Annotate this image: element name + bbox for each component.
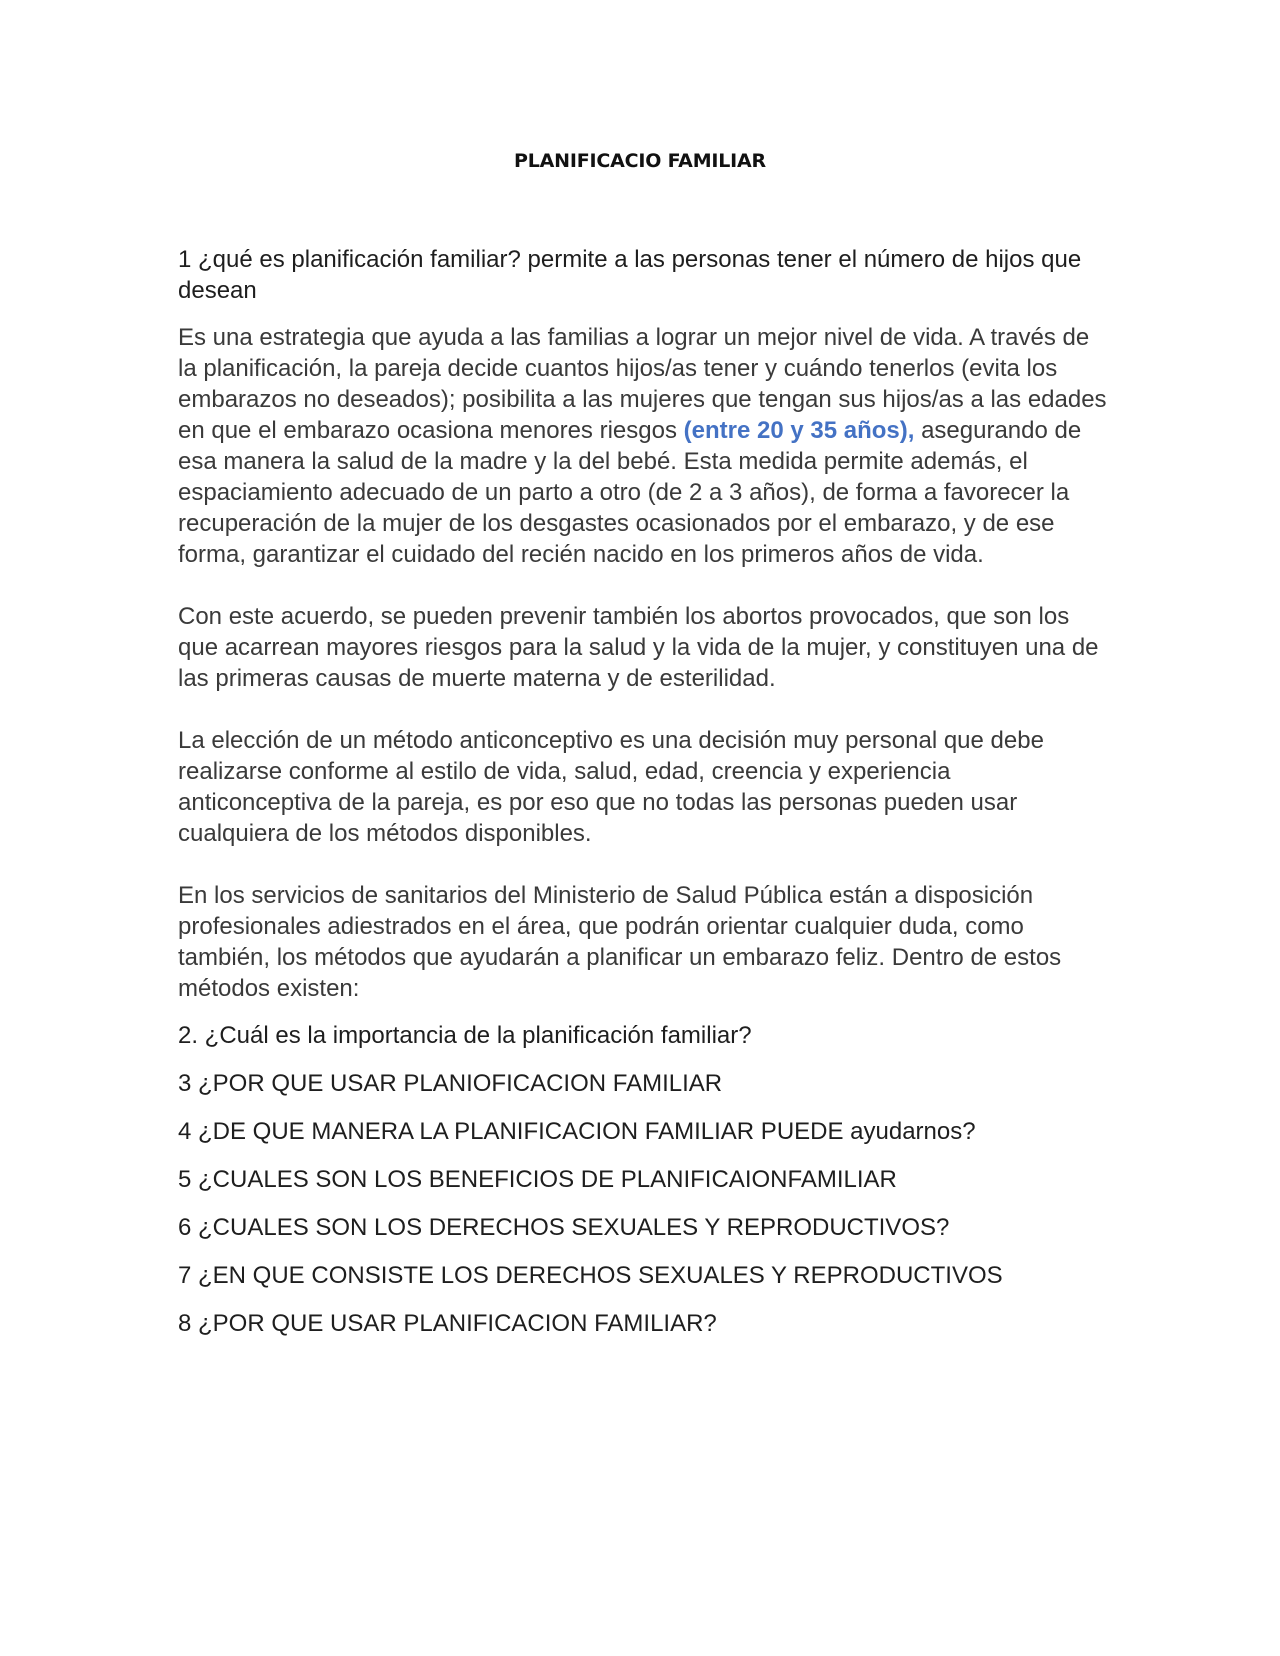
question-7: 7 ¿EN QUE CONSISTE LOS DERECHOS SEXUALES Y REPRODUCTIVOS xyxy=(178,1262,1003,1289)
question-4: 4 ¿DE QUE MANERA LA PLANIFICACION FAMILIAR PUEDE ayudarnos? xyxy=(178,1118,976,1145)
paragraph-4: En los servicios de sanitarios del Ministerio de Salud Pública están a disposición profesionales adiestrados en el área, que podrán orientar cualquier duda, como también, los métodos que ayudarán a planificar un embarazo feliz. Dentro de estos métodos existen: xyxy=(178,882,1062,1002)
paragraph-1-text-after: asegurando de esa manera la salud de la madre y la del bebé. Esta medida permite además, el espaciamiento adecuado de un parto a otro (de 2 a 3 años), de forma a favorecer la recuperación de la mujer de los desgastes ocasionados por el embarazo, y de ese forma, garantizar el cuidado del recién nacido en los primeros años de vida. xyxy=(178,417,1082,568)
question-1: 1 ¿qué es planificación familiar? permite a las personas tener el número de hijos que desean xyxy=(178,246,1082,304)
document-title: PLANIFICACIO FAMILIAR xyxy=(514,150,766,172)
document-body xyxy=(178,244,1108,1339)
question-5: 5 ¿CUALES SON LOS BENEFICIOS DE PLANIFICAIONFAMILIAR xyxy=(178,1166,897,1193)
age-range-highlight: (entre 20 y 35 años), xyxy=(683,417,915,444)
paragraph-2: Con este acuerdo, se pueden prevenir también los abortos provocados, que son los que acarrean mayores riesgos para la salud y la vida de la mujer, y constituyen una de las primeras causas de muerte materna y de esterilidad. xyxy=(178,603,1099,692)
paragraph-spacer xyxy=(178,849,1108,880)
paragraph-spacer xyxy=(178,694,1108,725)
question-6: 6 ¿CUALES SON LOS DERECHOS SEXUALES Y REPRODUCTIVOS? xyxy=(178,1214,950,1241)
paragraph-spacer xyxy=(178,570,1108,601)
paragraph-1-text-before: Es una estrategia que ayuda a las familias a lograr un mejor nivel de vida. A través de la planificación, la pareja decide cuantos hijos/as tener y cuándo tenerlos (evita los embarazos no deseados); posibilita a las mujeres que tengan sus hijos/as a las edades en que el embarazo ocasiona menores riesgos xyxy=(178,324,1107,444)
paragraph-1 xyxy=(178,322,1108,570)
question-2: 2. ¿Cuál es la importancia de la planificación familiar? xyxy=(178,1022,752,1049)
question-8: 8 ¿POR QUE USAR PLANIFICACION FAMILIAR? xyxy=(178,1310,717,1337)
question-3: 3 ¿POR QUE USAR PLANIOFICACION FAMILIAR xyxy=(178,1070,723,1097)
paragraph-3: La elección de un método anticonceptivo es una decisión muy personal que debe realizarse conforme al estilo de vida, salud, edad, creencia y experiencia anticonceptiva de la pareja, es por eso que no todas las personas pueden usar cualquiera de los métodos disponibles. xyxy=(178,727,1044,847)
